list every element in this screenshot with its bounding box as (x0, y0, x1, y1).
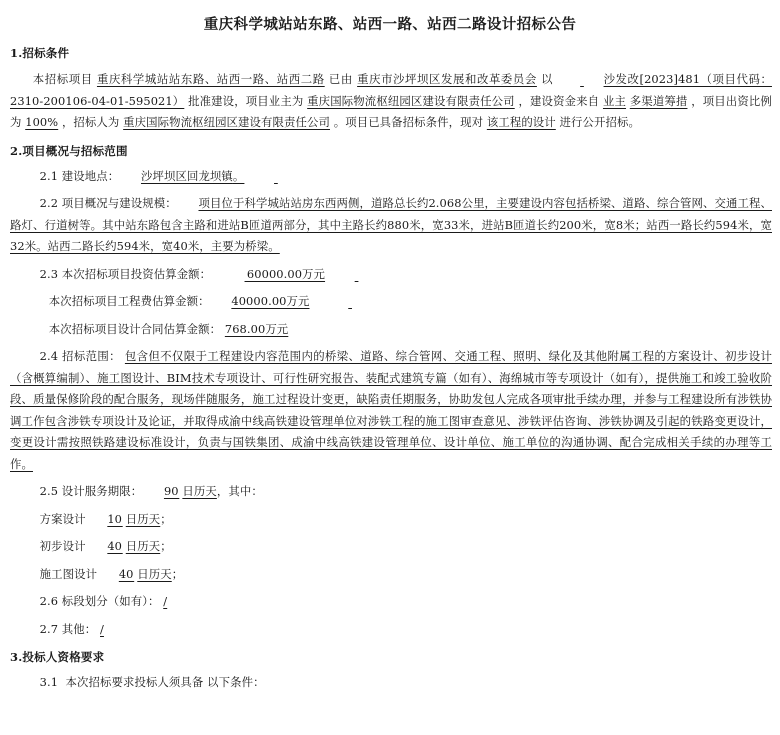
blank-underline (101, 564, 119, 586)
scheme-design-period-value: 10 (107, 511, 123, 526)
clause-label: 设计服务期限： (61, 484, 143, 498)
blank-underline (123, 166, 141, 188)
blank-underline (146, 481, 164, 503)
project-overview-value: 项目位于科学城站站房东西两侧，道路总长约2.068公里，主要建设内容包括桥梁、道路、综合管网、交通工程、路灯、行道树等。其中站东路包含主路和进站B匝道两部分，其中主路长约880米，宽33米，进站B匝道长约200米，宽8米；站西一路长约594米，宽32米。站西二路长约594米，宽40米，主要为桥梁。 (10, 196, 772, 253)
section-heading-2 (10, 143, 780, 160)
approval-doc-number-value: 沙发改[2023]481（项目代码：2310-200106-04-01-595021） (10, 72, 772, 108)
clause-tail: ，其中： (216, 484, 263, 498)
section-1-number: 1. (10, 46, 23, 60)
section-1-label: 招标条件 (22, 46, 70, 60)
clause-label: 建设地点： (61, 168, 120, 183)
tender-subject-value: 该工程的设计 (486, 115, 556, 129)
clause-label: 本次招标要求投标人须具备 (65, 675, 204, 689)
clause-2-3-investment-estimate (0, 264, 780, 286)
section-heading-1 (10, 45, 780, 62)
clause-2-5-service-period (0, 481, 780, 503)
text-frag: 进行公开招标。 (559, 115, 640, 129)
text-frag: 以 (541, 72, 554, 86)
project-owner-value: 重庆国际物流枢纽园区建设有限责任公司 (307, 93, 515, 108)
approving-authority-value: 重庆市沙坪坝区发展和改革委员会 (357, 72, 537, 86)
project-name-value: 重庆科学城站站东路、站西一路、站西二路 (96, 72, 325, 86)
blank-underline (244, 166, 262, 188)
clause-2-3-engineering-cost-estimate (0, 291, 780, 313)
clause-number: 2.3 (39, 266, 59, 281)
clause-label: 施工图设计 (39, 566, 98, 581)
other-value: / (100, 621, 104, 636)
engineering-cost-estimate-value: 40000.00万元 (231, 294, 310, 308)
construction-drawing-period-value: 40 (118, 566, 134, 581)
funding-ratio-value: 100% (25, 115, 59, 129)
section-2-number: 2. (10, 143, 23, 158)
clause-tail: ； (160, 511, 172, 526)
clause-2-3-design-contract-estimate (0, 319, 780, 341)
clause-number: 2.1 (39, 168, 59, 183)
clause-tail: ； (160, 539, 172, 553)
blank-underline (181, 193, 199, 215)
blank-underline (89, 536, 107, 558)
clause-number: 2.6 (39, 594, 59, 608)
paragraph-tender-conditions (0, 69, 780, 134)
clause-number: 2.7 (39, 621, 59, 636)
clause-2-5-construction-drawing-period (0, 564, 780, 586)
page-title: 重庆科学城站站东路、站西一路、站西二路设计招标公告 (203, 16, 577, 33)
tender-scope-value: 包含但不仅限于工程建设内容范围内的桥梁、道路、综合管网、交通工程、照明、绿化及其他附属工程的方案设计、初步设计（含概算编制）、施工图设计、BIM技术专项设计、可行性研究报告、装配式建筑专篇（如有）、海绵城市等专项设计（如有），提供施工和竣工验收阶段、质量保修阶段的配合服务，现场伴随服务，施工过程设计变更，缺陷责任期服务，协助发包人完成各项审批手续办理，并参与工程建设所有涉铁协调工作包含涉铁专项设计及论证，并取得成渝中线高铁建设管理单位对涉铁工程的施工图审查意见、涉铁评估咨询、涉铁协调及引起的铁路变更设计，变更设计需按照铁路建设标准设计，负责与国铁集团、成渝中线高铁建设管理单位、设计单位、施工单位的沟通协调、配合完成相关手续的办理等工作。 (10, 349, 772, 471)
blank-underline (213, 291, 231, 313)
fund-source-value: 业主 (602, 93, 627, 108)
blank-underline (557, 69, 599, 91)
clause-number: 2.5 (39, 484, 59, 498)
clause-2-2-project-overview (0, 193, 780, 258)
investment-estimate-value: 60000.00万元 (246, 266, 326, 281)
clause-label: 本次招标项目设计合同估算金额： (48, 321, 222, 336)
design-contract-estimate-value: 768.00万元 (224, 321, 289, 336)
document-page (0, 14, 780, 735)
service-period-unit: 日历天 (182, 484, 217, 498)
text-frag: ，项目出资比例为 (10, 93, 772, 129)
clause-tail: ； (171, 566, 184, 581)
text-frag: 本招标项目 (32, 72, 93, 86)
tenderee-value: 重庆国际物流枢纽园区建设有限责任公司 (123, 115, 330, 129)
clause-label: 招标范围： (62, 349, 121, 363)
clause-3-1-bidder-qualification (0, 672, 780, 694)
clause-2-5-scheme-design-period (0, 509, 780, 531)
text-frag: 。项目已具备招标条件，现对 (333, 115, 484, 129)
clause-label: 本次招标项目工程费估算金额： (48, 294, 210, 308)
clause-label: 方案设计 (39, 511, 86, 526)
service-period-value: 90 (163, 484, 179, 498)
blank-underline (215, 264, 247, 286)
clause-label: 项目概况与建设规模： (61, 196, 177, 210)
blank-underline (325, 264, 367, 286)
clause-label: 其他： (61, 621, 97, 636)
clause-label: 标段划分（如有）： (61, 594, 160, 608)
blank-underline (89, 509, 107, 531)
section-2-label: 项目概况与招标范围 (22, 143, 128, 158)
clause-2-1-construction-site (0, 166, 780, 188)
clause-2-5-preliminary-design-period (0, 536, 780, 558)
clause-number: 3.1 (39, 675, 59, 689)
clause-label: 初步设计 (39, 539, 86, 553)
lot-division-value: / (163, 594, 168, 608)
blank-underline (310, 291, 328, 313)
clause-tail: 以下条件： (207, 675, 265, 689)
section-3-number: 3. (10, 650, 23, 664)
clause-number: 2.2 (39, 196, 59, 210)
clause-label: 本次招标项目投资估算金额： (61, 266, 212, 281)
preliminary-design-period-unit: 日历天 (125, 539, 161, 553)
clause-tail: 。 (232, 168, 245, 183)
scheme-design-period-unit: 日历天 (125, 511, 161, 526)
section-heading-3 (10, 649, 780, 666)
text-frag: ，建设资金来自 (518, 93, 600, 108)
text-frag: 已由 (328, 72, 353, 86)
clause-2-6-lot-division (0, 591, 780, 613)
text-frag: 批准建设，项目业主为 (188, 93, 304, 108)
fund-method-value: 多渠道筹措 (629, 93, 688, 108)
clause-2-4-tender-scope (0, 346, 780, 475)
clause-2-7-other (0, 619, 780, 641)
text-frag: ，招标人为 (61, 115, 120, 129)
preliminary-design-period-value: 40 (107, 539, 123, 553)
construction-site-value: 沙坪坝区回龙坝镇 (140, 168, 233, 183)
construction-drawing-period-unit: 日历天 (137, 566, 172, 581)
section-3-label: 投标人资格要求 (22, 650, 105, 664)
clause-number: 2.4 (39, 349, 59, 363)
